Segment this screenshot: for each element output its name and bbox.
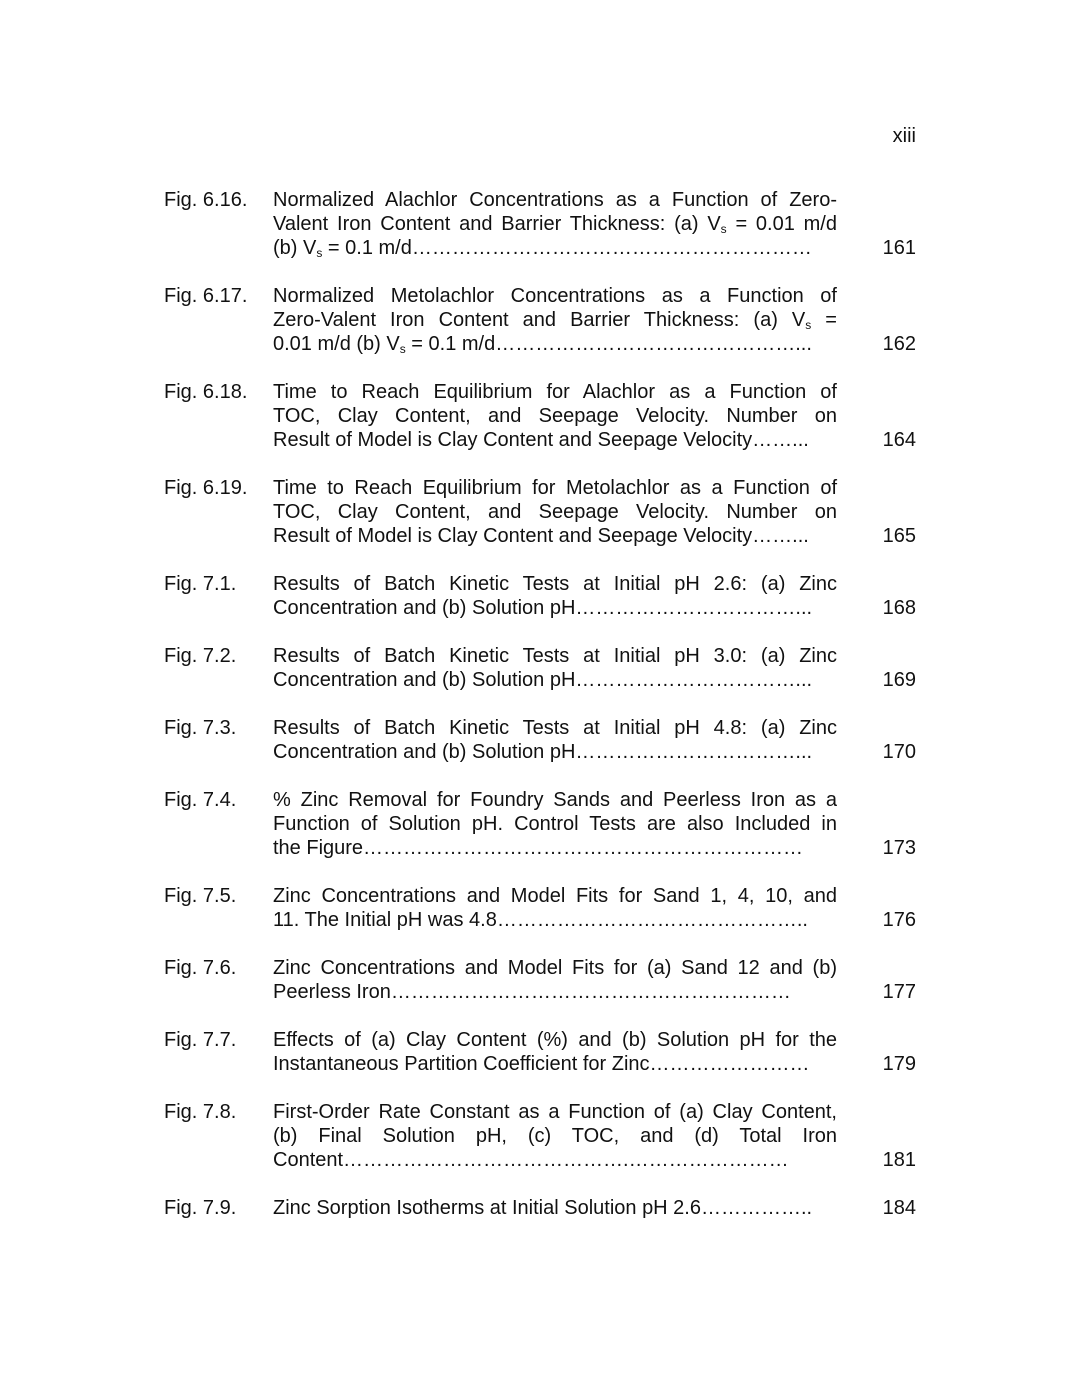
figure-entry-6-16 [164,188,916,260]
figure-page-number: 161 [882,237,916,259]
caption-text: Valent Iron Content and Barrier Thickness: (a) V [273,213,721,235]
figure-label: Fig. 7.9. [164,1197,237,1219]
figure-label: Fig. 7.1. [164,573,237,595]
caption-line [273,332,837,356]
figure-caption [273,476,837,548]
figure-label: Fig. 7.5. [164,885,237,907]
caption-line: TOC, Clay Content, and Seepage Velocity. Number on [273,501,837,523]
figure-caption [273,572,837,620]
figure-entry-7-2 [164,644,916,692]
caption-line [273,308,837,332]
caption-line: Content…………………………………….…………………… [273,1149,789,1171]
figure-caption [273,1196,837,1220]
figure-page-number: 170 [882,741,916,763]
figure-caption [273,380,837,452]
figure-label: Fig. 7.7. [164,1029,237,1051]
caption-line: First-Order Rate Constant as a Function of (a) Clay Content, [273,1101,837,1123]
caption-line: (b) Final Solution pH, (c) TOC, and (d) Total Iron [273,1125,837,1147]
figure-caption [273,188,837,260]
caption-line: Concentration and (b) Solution pH……………………………... [273,669,813,691]
figure-entry-7-6 [164,956,916,1004]
figure-page-number: 169 [882,669,916,691]
figure-page-number: 173 [882,837,916,859]
caption-line: TOC, Clay Content, and Seepage Velocity. Number on [273,405,837,427]
caption-line: Result of Model is Clay Content and Seepage Velocity……... [273,525,809,547]
caption-line: Result of Model is Clay Content and Seepage Velocity……... [273,429,809,451]
figure-entry-7-1 [164,572,916,620]
figure-page-number: 179 [882,1053,916,1075]
caption-line: Concentration and (b) Solution pH……………………………... [273,597,813,619]
figure-label: Fig. 7.3. [164,717,237,739]
figure-page-number: 184 [882,1197,916,1219]
caption-text: (b) V [273,237,317,259]
figure-page-number: 168 [882,597,916,619]
figure-caption [273,644,837,692]
caption-line: Function of Solution pH. Control Tests are also Included in [273,813,837,835]
subscript: s [720,222,727,236]
caption-line: Normalized Alachlor Concentrations as a Function of Zero- [273,189,837,211]
caption-line: Normalized Metolachlor Concentrations as a Function of [273,285,837,307]
figure-entry-7-8 [164,1100,916,1172]
figure-page-number: 164 [882,429,916,451]
caption-line: Time to Reach Equilibrium for Alachlor as a Function of [273,381,837,403]
figure-page-number: 181 [882,1149,916,1171]
caption-line: the Figure………………………………………………………… [273,837,804,859]
caption-line: Concentration and (b) Solution pH……………………………... [273,741,813,763]
figure-entry-6-18 [164,380,916,452]
figure-label: Fig. 6.18. [164,381,248,403]
figure-label: Fig. 7.4. [164,789,237,811]
caption-line: Results of Batch Kinetic Tests at Initial pH 3.0: (a) Zinc [273,645,837,667]
caption-line [273,236,837,260]
figure-label: Fig. 6.16. [164,189,248,211]
caption-line: Zinc Concentrations and Model Fits for Sand 1, 4, 10, and [273,885,837,907]
caption-line: 11. The Initial pH was 4.8……………………………………….. [273,909,808,931]
figure-entry-7-3 [164,716,916,764]
caption-line: Zinc Sorption Isotherms at Initial Solution pH 2.6…………….. [273,1197,813,1219]
figure-page-number: 176 [882,909,916,931]
caption-line: Time to Reach Equilibrium for Metolachlor as a Function of [273,477,837,499]
figure-caption [273,788,837,860]
caption-line: Results of Batch Kinetic Tests at Initial pH 2.6: (a) Zinc [273,573,837,595]
subscript: s [399,342,406,356]
caption-text: 0.01 m/d (b) V [273,333,400,355]
caption-line: Effects of (a) Clay Content (%) and (b) Solution pH for the [273,1029,837,1051]
figure-label: Fig. 7.8. [164,1101,237,1123]
caption-line: Results of Batch Kinetic Tests at Initial pH 4.8: (a) Zinc [273,717,837,739]
figure-page-number: 162 [882,333,916,355]
caption-line: Peerless Iron…………………………………………………… [273,981,791,1003]
subscript: s [316,246,323,260]
caption-text: = 0.1 m/d………………………………………... [405,333,812,355]
figure-entry-7-7 [164,1028,916,1076]
figure-caption [273,1028,837,1076]
caption-text: Zero-Valent Iron Content and Barrier Thickness: (a) V [273,309,806,331]
figure-label: Fig. 7.2. [164,645,237,667]
figure-label: Fig. 6.19. [164,477,248,499]
caption-text: = 0.1 m/d…………………………………………………… [322,237,812,259]
figure-caption [273,716,837,764]
figure-entry-7-9 [164,1196,916,1220]
caption-text: = [811,309,837,331]
figure-page-number: 165 [882,525,916,547]
caption-line: % Zinc Removal for Foundry Sands and Peerless Iron as a [273,789,837,811]
figure-caption [273,956,837,1004]
figure-caption [273,1100,837,1172]
caption-line: Instantaneous Partition Coefficient for Zinc…………………… [273,1053,810,1075]
caption-text: = 0.01 m/d [726,213,837,235]
figure-entry-7-4 [164,788,916,860]
figure-page-number: 177 [882,981,916,1003]
caption-line: Zinc Concentrations and Model Fits for (a) Sand 12 and (b) [273,957,837,979]
figure-entry-7-5 [164,884,916,932]
page-number: xiii [892,125,916,147]
figure-caption [273,284,837,356]
figure-caption [273,884,837,932]
caption-line [273,212,837,236]
list-of-figures [164,188,916,1244]
figure-entry-6-17 [164,284,916,356]
figure-label: Fig. 6.17. [164,285,248,307]
figure-label: Fig. 7.6. [164,957,237,979]
figure-entry-6-19 [164,476,916,548]
subscript: s [805,318,812,332]
